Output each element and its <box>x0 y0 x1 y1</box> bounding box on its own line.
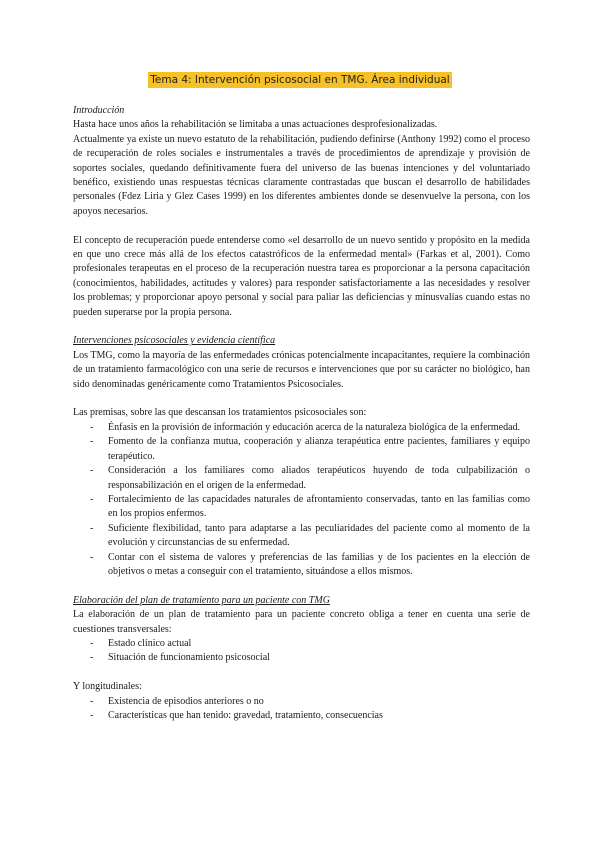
list-item: - Fomento de la confianza mutua, cooperación y alianza terapéutica entre pacientes, familiares y equipo terapéutico. <box>73 435 530 464</box>
paragraph: Actualmente ya existe un nuevo estatuto de la rehabilitación, pudiendo definirse (Anthony 1992) como el proceso de recuperación de roles sociales e instrumentales a través de procedimientos de aprendizaje y provisión de soportes sociales, quedando definitivamente fuera del universo de las buenas intenciones y del voluntariado benéfico, existiendo unas respuestas técnicas claramente contrastadas que buscan el desarrollo de habilidades personales (Fdez Liria y Glez Cases 1999) en los diferentes ambientes donde se desenvuelve la persona, con los apoyos necesarios. <box>73 133 530 217</box>
page-title: Tema 4: Intervención psicosocial en TMG. Área individual <box>150 74 450 86</box>
section-heading-intro: Introducción <box>73 105 125 116</box>
section-heading-plan: Elaboración del plan de tratamiento para un paciente con TMG <box>73 594 330 606</box>
paragraph: Y longitudinales: <box>73 681 142 693</box>
list-item: - Fortalecimiento de las capacidades naturales de afrontamiento conservadas, tanto en las familias como en los propios enfermos. <box>73 493 530 522</box>
list-item: - Consideración a los familiares como aliados terapéuticos huyendo de toda culpabilización o responsabilización en el origen de la enfermedad. <box>73 464 530 493</box>
paragraph: El concepto de recuperación puede entenderse como «el desarrollo de un nuevo sentido y propósito en la medida en que uno crece más allá de los efectos catastróficos de la enfermedad mental» (Farkas et al, 2001). Como profesionales terapeutas en el proceso de la recuperación nuestra tarea es proporcionar a la persona capacitación (conocimientos, habilidades, actitudes y valores) para responder satisfactoriamente a las necesidades y resolver los problemas; y proporcionar apoyo personal y social para paliar las deficiencias y minusvalías cuando estas no pueden superarse por la propia persona. <box>73 234 530 318</box>
paragraph: Hasta hace unos años la rehabilitación se limitaba a unas actuaciones desprofesionalizadas. <box>73 119 438 131</box>
list-item: - Contar con el sistema de valores y preferencias de las familias y de los pacientes en la elección de objetivos o metas a conseguir con el tratamiento, situándose a ellos mismos. <box>73 551 530 580</box>
paragraph: La elaboración de un plan de tratamiento para un paciente concreto obliga a tener en cuenta una serie de cuestiones transversales: <box>73 609 530 635</box>
paragraph: Las premisas, sobre las que descansan los tratamientos psicosociales son: <box>73 407 367 419</box>
section-heading-interventions: Intervenciones psicosociales y evidencia científica <box>73 335 276 347</box>
list-item: - Suficiente flexibilidad, tanto para adaptarse a las peculiaridades del paciente como al momento de la evolución y circunstancias de su enfermedad. <box>73 522 530 551</box>
list-item: - Énfasis en la provisión de información y educación acerca de la naturaleza biológica de la enfermedad. <box>73 421 530 435</box>
list-item: - Situación de funcionamiento psicosocial <box>73 651 530 665</box>
title-wrap <box>0 72 600 88</box>
transversal-list <box>73 637 530 666</box>
paragraph: Los TMG, como la mayoría de las enfermedades crónicas potencialmente incapacitantes, requiere la combinación de un tratamiento farmacológico con una serie de recursos e intervenciones que por su carácter no biológico, han sido denominadas genéricamente como Tratamientos Psicosociales. <box>73 349 530 390</box>
premises-list <box>73 421 530 579</box>
longitudinal-list <box>73 695 530 724</box>
list-item: - Características que han tenido: gravedad, tratamiento, consecuencias <box>73 709 530 723</box>
document-body <box>73 104 530 723</box>
list-item: - Existencia de episodios anteriores o no <box>73 695 530 709</box>
list-item: - Estado clínico actual <box>73 637 530 651</box>
